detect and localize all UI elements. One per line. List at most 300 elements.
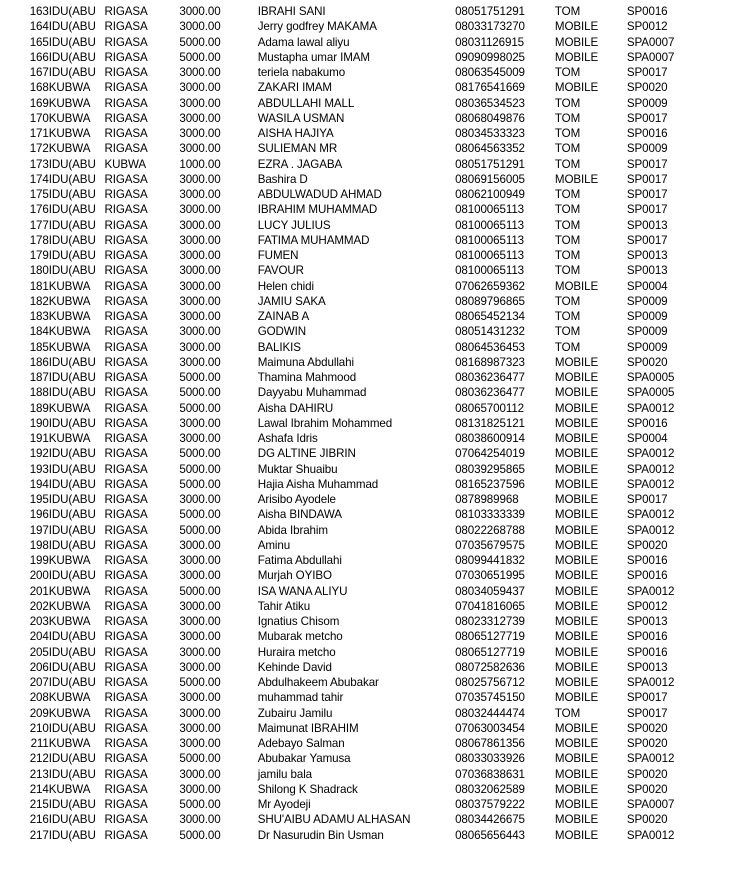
table-row [0, 418, 750, 433]
row-branch: RIGASA [104, 813, 148, 827]
row-channel: MOBILE [554, 645, 599, 659]
row-location: IDU(ABU [48, 203, 96, 217]
row-code: SP0009 [626, 96, 668, 110]
row-phone: 08064536453 [455, 340, 525, 354]
row-location: IDU(ABU [48, 569, 96, 583]
row-gap [221, 357, 258, 372]
table-row [0, 326, 750, 341]
row-customer-name: FAVOUR [257, 264, 304, 278]
row-phone: 08039295865 [455, 462, 525, 476]
row-channel: TOM [554, 294, 581, 308]
row-customer-name: LUCY JULIUS [257, 218, 331, 232]
table-row [0, 647, 750, 662]
row-channel: TOM [554, 340, 581, 354]
row-amount: 3000.00 [179, 493, 221, 506]
row-channel: TOM [554, 203, 581, 217]
row-channel: MOBILE [554, 599, 599, 613]
row-amount: 3000.00 [179, 721, 221, 735]
table-row [0, 174, 750, 189]
row-customer-name: Tahir Atiku [257, 599, 311, 613]
row-index: 163 [29, 5, 49, 18]
table-row [0, 799, 750, 814]
row-channel: MOBILE [554, 615, 599, 628]
row-gap [221, 265, 258, 280]
row-code: SP0013 [626, 218, 668, 232]
row-amount: 3000.00 [179, 813, 221, 827]
row-location: IDU(ABU [48, 508, 96, 522]
row-index: 206 [29, 660, 49, 674]
row-code: SP0016 [626, 569, 668, 583]
row-phone: 07036838631 [455, 767, 525, 781]
row-amount: 5000.00 [179, 798, 221, 811]
row-branch: RIGASA [104, 386, 148, 400]
row-customer-name: Fatima Abdullahi [257, 554, 342, 567]
row-gap [221, 403, 258, 418]
row-gap [221, 326, 258, 341]
row-amount: 5000.00 [179, 523, 221, 537]
row-branch: RIGASA [104, 310, 148, 323]
row-gap [221, 830, 258, 845]
row-location: IDU(ABU [48, 5, 96, 18]
row-gap [221, 479, 258, 494]
row-gap [221, 21, 258, 36]
row-branch: RIGASA [104, 538, 148, 552]
row-gap [221, 433, 258, 448]
row-location: IDU(ABU [48, 752, 96, 766]
row-index: 207 [29, 676, 49, 689]
row-index: 188 [29, 386, 49, 400]
table-row [0, 464, 750, 479]
row-customer-name: Kehinde David [257, 660, 332, 674]
row-phone: 08051751291 [455, 5, 525, 18]
table-row [0, 37, 750, 52]
row-channel: TOM [554, 325, 581, 339]
row-branch: RIGASA [104, 767, 148, 781]
row-index: 203 [29, 615, 49, 628]
row-code: SPA0005 [626, 386, 675, 400]
row-code: SP0016 [626, 554, 668, 567]
row-location: IDU(ABU [48, 462, 96, 476]
row-amount: 3000.00 [179, 767, 221, 781]
row-code: SP0016 [626, 416, 668, 430]
row-index: 195 [29, 493, 49, 506]
row-code: SP0016 [626, 630, 668, 644]
row-amount: 3000.00 [179, 615, 221, 628]
row-code: SP0009 [626, 142, 668, 156]
row-index: 200 [29, 569, 49, 583]
row-customer-name: Dr Nasurudin Bin Usman [257, 828, 384, 842]
row-code: SPA0005 [626, 371, 675, 384]
row-index: 196 [29, 508, 49, 522]
row-location: IDU(ABU [48, 371, 96, 384]
row-location: IDU(ABU [48, 264, 96, 278]
row-branch: RIGASA [104, 630, 148, 644]
row-customer-name: Ignatius Chisom [257, 615, 340, 628]
row-phone: 08065127719 [455, 645, 525, 659]
row-gap [221, 113, 258, 128]
row-index: 198 [29, 538, 49, 552]
row-channel: TOM [554, 218, 581, 232]
row-phone: 07030651995 [455, 569, 525, 583]
row-branch: RIGASA [104, 462, 148, 476]
row-customer-name: Mubarak metcho [257, 630, 343, 644]
table-row [0, 509, 750, 524]
table-row [0, 159, 750, 174]
row-code: SPA0012 [626, 752, 675, 766]
row-customer-name: FUMEN [257, 249, 299, 262]
row-index: 191 [29, 432, 49, 445]
row-channel: MOBILE [554, 584, 599, 598]
row-code: SP0020 [626, 767, 668, 781]
row-amount: 5000.00 [179, 50, 221, 64]
row-index: 164 [29, 20, 49, 34]
row-phone: 08067861356 [455, 737, 525, 750]
row-amount: 3000.00 [179, 233, 221, 247]
row-customer-name: Shilong K Shadrack [257, 782, 358, 796]
row-customer-name: Helen chidi [257, 279, 314, 293]
row-channel: MOBILE [554, 20, 599, 34]
row-branch: RIGASA [104, 66, 148, 79]
row-gap [221, 281, 258, 296]
row-phone: 08051751291 [455, 157, 525, 171]
row-code: SP0017 [626, 233, 668, 247]
row-gap [221, 143, 258, 158]
row-customer-name: SULIEMAN MR [257, 142, 338, 156]
row-amount: 3000.00 [179, 691, 221, 705]
row-gap [221, 586, 258, 601]
table-row [0, 769, 750, 784]
row-gap [221, 204, 258, 219]
row-channel: MOBILE [554, 172, 599, 186]
row-location: IDU(ABU [48, 828, 96, 842]
row-location: KUBWA [48, 615, 91, 628]
row-phone: 08165237596 [455, 477, 525, 491]
row-location: IDU(ABU [48, 386, 96, 400]
row-channel: MOBILE [554, 569, 599, 583]
row-phone: 08100065113 [455, 233, 525, 247]
row-amount: 3000.00 [179, 279, 221, 293]
row-branch: RIGASA [104, 599, 148, 613]
row-phone: 09090998025 [455, 50, 525, 64]
row-channel: TOM [554, 157, 581, 171]
row-location: IDU(ABU [48, 660, 96, 674]
row-location: IDU(ABU [48, 355, 96, 369]
table-row [0, 479, 750, 494]
row-branch: RIGASA [104, 584, 148, 598]
table-row [0, 372, 750, 387]
table-row [0, 708, 750, 723]
row-channel: MOBILE [554, 767, 599, 781]
row-channel: MOBILE [554, 737, 599, 750]
row-customer-name: ZAINAB A [257, 310, 310, 323]
row-code: SP0020 [626, 355, 668, 369]
row-code: SP0016 [626, 645, 668, 659]
row-channel: MOBILE [554, 554, 599, 567]
row-phone: 08033033926 [455, 752, 525, 766]
row-location: IDU(ABU [48, 66, 96, 79]
row-amount: 5000.00 [179, 752, 221, 766]
row-amount: 3000.00 [179, 706, 221, 720]
row-branch: RIGASA [104, 20, 148, 34]
row-location: IDU(ABU [48, 538, 96, 552]
row-channel: MOBILE [554, 523, 599, 537]
table-row [0, 662, 750, 677]
row-location: KUBWA [48, 310, 91, 323]
row-gap [221, 723, 258, 738]
row-amount: 3000.00 [179, 264, 221, 278]
row-branch: RIGASA [104, 233, 148, 247]
row-branch: RIGASA [104, 81, 148, 95]
table-row [0, 265, 750, 280]
row-amount: 5000.00 [179, 508, 221, 522]
row-index: 183 [29, 310, 49, 323]
row-phone: 08068049876 [455, 111, 525, 125]
row-index: 190 [29, 416, 49, 430]
row-code: SPA0012 [626, 676, 675, 689]
row-location: KUBWA [48, 432, 91, 445]
row-branch: RIGASA [104, 660, 148, 674]
row-amount: 3000.00 [179, 111, 221, 125]
row-index: 174 [29, 172, 49, 186]
row-branch: RIGASA [104, 721, 148, 735]
row-location: KUBWA [48, 127, 91, 140]
row-code: SP0004 [626, 432, 668, 445]
row-gap [221, 82, 258, 97]
row-customer-name: Arisibo Ayodele [257, 493, 336, 506]
row-channel: MOBILE [554, 50, 599, 64]
row-code: SPA0012 [626, 477, 675, 491]
row-phone: 08022268788 [455, 523, 525, 537]
row-code: SP0017 [626, 172, 668, 186]
row-phone: 08065656443 [455, 828, 525, 842]
table-row [0, 677, 750, 692]
row-code: SP0009 [626, 340, 668, 354]
row-branch: RIGASA [104, 218, 148, 232]
row-code: SPA0007 [626, 798, 675, 811]
row-channel: TOM [554, 127, 581, 140]
row-gap [221, 128, 258, 143]
row-branch: RIGASA [104, 447, 148, 461]
row-amount: 3000.00 [179, 127, 221, 140]
row-index: 216 [29, 813, 49, 827]
row-location: KUBWA [48, 279, 91, 293]
table-row [0, 403, 750, 418]
row-index: 165 [29, 35, 49, 49]
table-row [0, 113, 750, 128]
row-phone: 08065452134 [455, 310, 525, 323]
row-branch: RIGASA [104, 508, 148, 522]
row-index: 211 [30, 737, 49, 750]
row-gap [221, 616, 258, 631]
row-location: IDU(ABU [48, 493, 96, 506]
row-phone: 08032444474 [455, 706, 525, 720]
row-channel: MOBILE [554, 386, 599, 400]
row-code: SPA0012 [626, 508, 675, 522]
row-gap [221, 37, 258, 52]
row-customer-name: Mustapha umar IMAM [257, 50, 370, 64]
row-code: SP0004 [626, 279, 668, 293]
row-location: KUBWA [48, 81, 91, 95]
row-gap [221, 98, 258, 113]
row-index: 217 [29, 828, 49, 842]
row-code: SPA0012 [626, 447, 675, 461]
row-location: KUBWA [48, 599, 91, 613]
row-amount: 3000.00 [179, 66, 221, 79]
row-gap [221, 540, 258, 555]
row-customer-name: ZAKARI IMAM [257, 81, 332, 95]
row-branch: RIGASA [104, 172, 148, 186]
row-channel: TOM [554, 142, 581, 156]
row-location: KUBWA [48, 96, 91, 110]
row-amount: 3000.00 [179, 416, 221, 430]
row-phone: 0878989968 [455, 493, 519, 506]
row-branch: RIGASA [104, 188, 148, 201]
row-customer-name: Aminu [257, 538, 291, 552]
row-gap [221, 509, 258, 524]
row-customer-name: Maimuna Abdullahi [257, 355, 354, 369]
row-branch: RIGASA [104, 782, 148, 796]
row-branch: RIGASA [104, 615, 148, 628]
row-gap [221, 738, 258, 753]
table-row [0, 723, 750, 738]
row-phone: 08100065113 [455, 264, 525, 278]
row-gap [221, 189, 258, 204]
table-row [0, 296, 750, 311]
row-phone: 08034059437 [455, 584, 525, 598]
row-index: 201 [29, 584, 49, 598]
row-code: SP0017 [626, 157, 668, 171]
row-code: SPA0012 [626, 584, 675, 598]
row-amount: 3000.00 [179, 554, 221, 567]
table-row [0, 555, 750, 570]
row-channel: MOBILE [554, 676, 599, 689]
row-gap [221, 601, 258, 616]
row-index: 186 [29, 355, 49, 369]
row-branch: RIGASA [104, 691, 148, 705]
row-amount: 3000.00 [179, 5, 221, 18]
row-code: SP0017 [626, 188, 668, 201]
row-location: KUBWA [48, 111, 91, 125]
row-channel: MOBILE [554, 493, 599, 506]
row-customer-name: GODWIN [257, 325, 307, 339]
row-index: 187 [29, 371, 49, 384]
row-customer-name: Zubairu Jamilu [257, 706, 333, 720]
row-index: 180 [29, 264, 49, 278]
row-phone: 08031126915 [455, 35, 525, 49]
row-location: IDU(ABU [48, 188, 96, 201]
row-customer-name: Abida Ibrahim [257, 523, 328, 537]
row-phone: 07035679575 [455, 538, 525, 552]
row-code: SP0016 [626, 127, 668, 140]
row-gap [221, 372, 258, 387]
row-index: 181 [29, 279, 49, 293]
row-code: SP0017 [626, 493, 668, 506]
row-location: IDU(ABU [48, 523, 96, 537]
row-customer-name: Abubakar Yamusa [257, 752, 351, 766]
row-index: 184 [29, 325, 49, 339]
row-branch: RIGASA [104, 50, 148, 64]
row-customer-name: teriela nabakumo [257, 66, 346, 79]
row-customer-name: ISA WANA ALIYU [257, 584, 348, 598]
row-code: SP0009 [626, 294, 668, 308]
row-location: IDU(ABU [48, 767, 96, 781]
row-channel: MOBILE [554, 538, 599, 552]
row-amount: 3000.00 [179, 355, 221, 369]
row-channel: MOBILE [554, 416, 599, 430]
row-index: 172 [29, 142, 49, 156]
table-row [0, 220, 750, 235]
row-customer-name: EZRA . JAGABA [257, 157, 343, 171]
row-branch: RIGASA [104, 264, 148, 278]
row-gap [221, 570, 258, 585]
row-phone: 08037579222 [455, 798, 525, 811]
row-channel: MOBILE [554, 432, 599, 445]
row-location: IDU(ABU [48, 721, 96, 735]
row-channel: MOBILE [554, 401, 599, 415]
row-gap [221, 52, 258, 67]
row-amount: 3000.00 [179, 645, 221, 659]
table-row [0, 830, 750, 845]
row-customer-name: JAMIU SAKA [257, 294, 326, 308]
row-code: SP0016 [626, 5, 668, 18]
row-channel: TOM [554, 5, 581, 18]
row-channel: TOM [554, 96, 581, 110]
row-index: 212 [29, 752, 49, 766]
row-location: IDU(ABU [48, 416, 96, 430]
row-channel: TOM [554, 264, 581, 278]
table-body [0, 6, 750, 845]
table-row [0, 448, 750, 463]
row-amount: 3000.00 [179, 81, 221, 95]
row-channel: TOM [554, 66, 581, 79]
row-phone: 07062659362 [455, 279, 525, 293]
row-gap [221, 555, 258, 570]
row-index: 204 [29, 630, 49, 644]
row-location: IDU(ABU [48, 20, 96, 34]
row-code: SP0009 [626, 325, 668, 339]
row-index: 197 [29, 523, 49, 537]
row-index: 167 [29, 66, 49, 79]
row-gap [221, 174, 258, 189]
table-row [0, 692, 750, 707]
table-row [0, 357, 750, 372]
row-customer-name: Jerry godfrey MAKAMA [257, 20, 377, 34]
row-branch: RIGASA [104, 325, 148, 339]
table-row [0, 311, 750, 326]
table-row [0, 570, 750, 585]
row-channel: MOBILE [554, 81, 599, 95]
row-branch: RIGASA [104, 706, 148, 720]
row-branch: RIGASA [104, 35, 148, 49]
row-channel: MOBILE [554, 447, 599, 461]
row-gap [221, 159, 258, 174]
row-customer-name: SHU'AIBU ADAMU ALHASAN [257, 813, 411, 827]
row-index: 213 [29, 767, 49, 781]
table-row [0, 6, 750, 21]
row-customer-name: FATIMA MUHAMMAD [257, 233, 370, 247]
row-phone: 07063003454 [455, 721, 525, 735]
row-channel: TOM [554, 111, 581, 125]
table-row [0, 387, 750, 402]
row-code: SP0020 [626, 81, 668, 95]
row-phone: 08036534523 [455, 96, 525, 110]
row-customer-name: Abdulhakeem Abubakar [257, 676, 379, 689]
row-customer-name: DG ALTINE JIBRIN [257, 447, 356, 461]
row-code: SP0013 [626, 249, 668, 262]
row-branch: RIGASA [104, 645, 148, 659]
row-index: 175 [29, 188, 49, 201]
row-index: 215 [29, 798, 49, 811]
